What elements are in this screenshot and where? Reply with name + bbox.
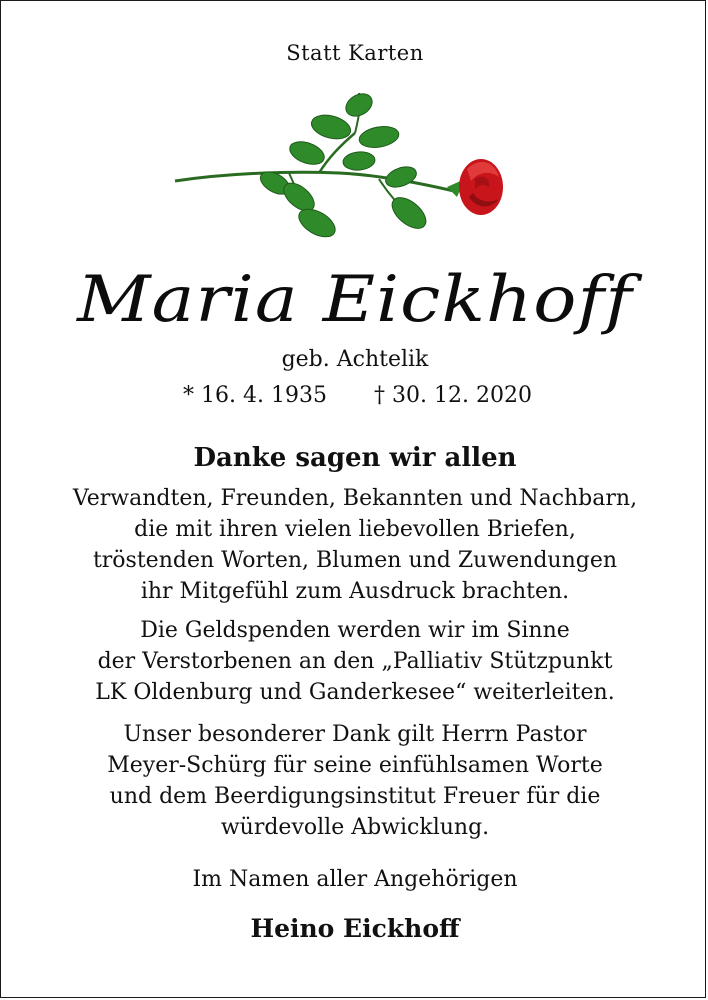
text-line: LK Oldenburg und Ganderkesee“ weiterleiten. [95, 680, 615, 705]
text-line: tröstenden Worten, Blumen und Zuwendungen [92, 548, 618, 573]
on-behalf-line: Im Namen aller Angehörigen [192, 867, 518, 892]
deceased-name: Maria Eickhoff [77, 263, 633, 337]
rose-illustration [169, 87, 509, 247]
text-line: ihr Mitgefühl zum Ausdruck brachten. [140, 579, 570, 604]
birth-name: geb. Achtelik [281, 347, 429, 372]
text-line: würdevolle Abwicklung. [220, 815, 490, 840]
death-date: † 30. 12. 2020 [374, 383, 532, 408]
statt-karten-label: Statt Karten [286, 41, 424, 65]
text-line: Unser besonderer Dank gilt Herrn Pastor [123, 722, 587, 747]
text-line: Die Geldspenden werden wir im Sinne [140, 618, 570, 643]
text-line: und dem Beerdigungsinstitut Freuer für die [109, 784, 601, 809]
text-line: der Verstorbenen an den „Palliativ Stützpunkt [97, 649, 613, 674]
paragraph-donations [1, 615, 708, 708]
thanks-headline: Danke sagen wir allen [193, 443, 517, 473]
birth-date: * 16. 4. 1935 [183, 383, 327, 408]
life-dates [1, 383, 708, 413]
paragraph-thanks [1, 483, 708, 607]
text-line: die mit ihren vielen liebevollen Briefen, [134, 517, 576, 542]
signer-name: Heino Eickhoff [250, 914, 460, 943]
text-line: Meyer-Schürg für seine einfühlsamen Worte [107, 753, 603, 778]
paragraph-special-thanks [1, 719, 708, 843]
text-line: Verwandten, Freunden, Bekannten und Nachbarn, [72, 486, 638, 511]
